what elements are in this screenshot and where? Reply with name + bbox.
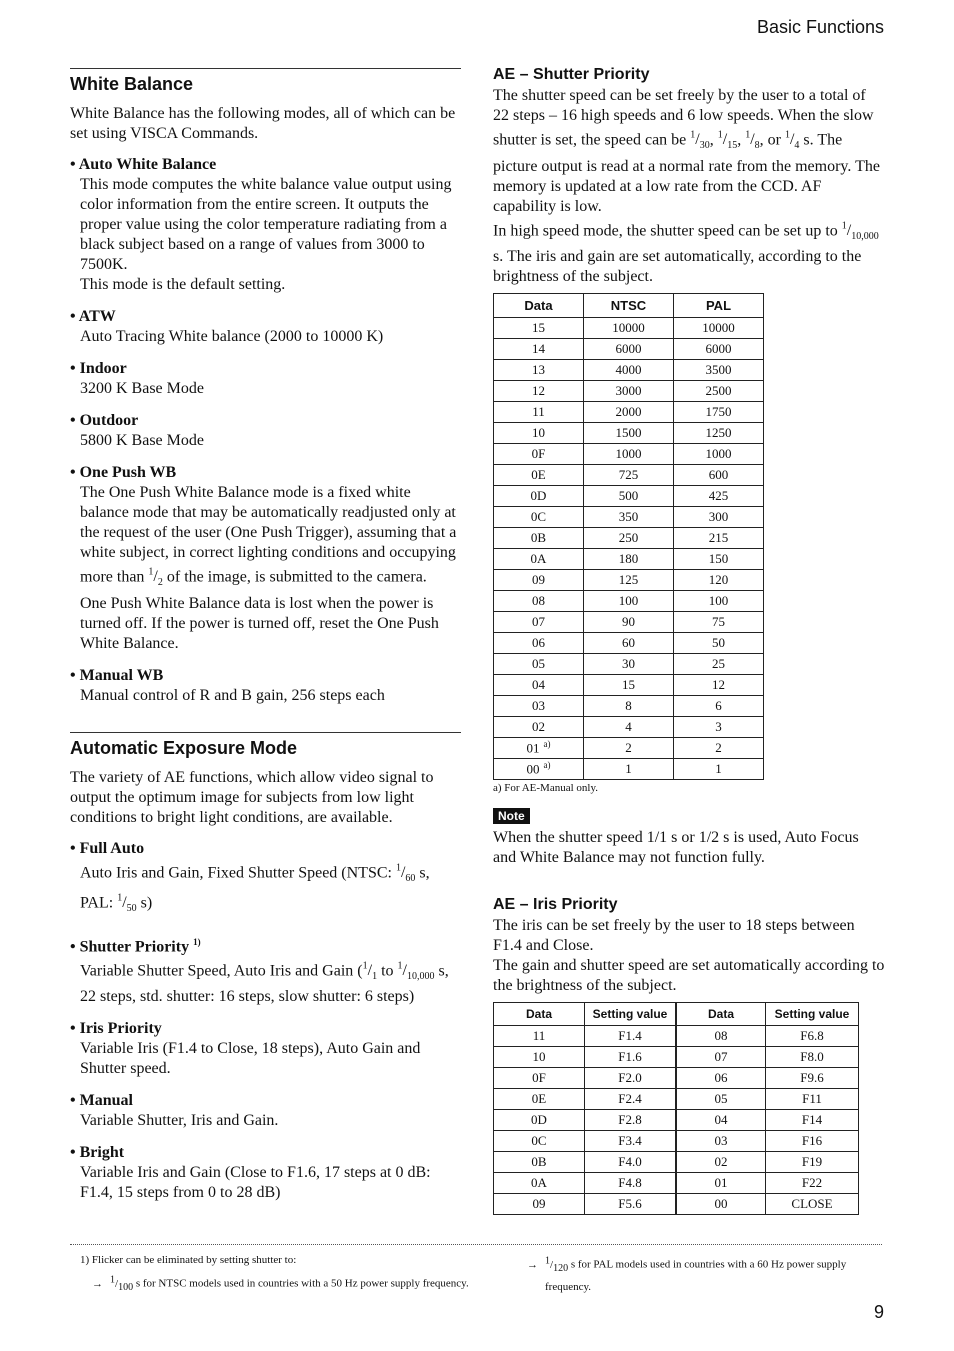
ae-item-body: Variable Iris and Gain (Close to F1.6, 17 steps at 0 dB: F1.4, 15 steps from 0 to 28 dB) <box>80 1164 431 1202</box>
footnote-divider <box>70 1244 882 1245</box>
ae-item-bright <box>70 1143 461 1203</box>
table-cell: 75 <box>674 612 764 633</box>
ae-iris-para1: The iris can be set freely by the user to 18 steps between F1.4 and Close. <box>493 917 855 955</box>
arrow-right-icon: → <box>92 1277 103 1290</box>
ae-item-title: • Shutter Priority $^{1)}$ <box>70 936 201 955</box>
wb-item-title: • ATW <box>70 308 116 325</box>
table-footnote: a) For AE-Manual only. <box>493 782 598 795</box>
table-cell: 600 <box>674 465 764 486</box>
table-row <box>494 444 764 465</box>
table-cell: 1000 <box>584 444 674 465</box>
table-row <box>494 1026 859 1047</box>
table-cell: 250 <box>584 528 674 549</box>
table-header-cell: Data <box>494 294 584 318</box>
table-cell: 2 <box>674 738 764 759</box>
ae-iris-heading: AE – Iris Priority <box>493 896 618 914</box>
table-cell: 4000 <box>584 360 674 381</box>
table-cell: 12 <box>494 381 584 402</box>
table-cell: 0B <box>494 1152 585 1173</box>
table-cell: 2500 <box>674 381 764 402</box>
table-cell: 04 <box>494 675 584 696</box>
table-row <box>494 549 764 570</box>
table-cell: F16 <box>766 1131 859 1152</box>
table-cell: 03 <box>676 1131 766 1152</box>
footnote-ntsc: → $^1/_{100}$ s for NTSC models used in countries with a 50 Hz power supply frequency. <box>92 1274 469 1293</box>
table-cell: 11 <box>494 1026 585 1047</box>
ae-shutter-para1: The shutter speed can be set freely by the user to a total of 22 steps – 16 high speeds and 6 low speeds. When the slow shutter is set, the speed can be $^1/_{30}$, $^1/_{15}$, $^1/_8$, or $^1/_4$ s. The picture output is read at a normal rate from the memory. The memory is updated at a low rate from the CCD. AF capability is low. <box>493 87 880 215</box>
table-cell: 0C <box>494 1131 585 1152</box>
table-header-cell: Data <box>676 1003 766 1026</box>
table-cell: 12 <box>674 675 764 696</box>
table-cell: 08 <box>676 1026 766 1047</box>
table-cell: 350 <box>584 507 674 528</box>
table-header-row <box>494 294 764 318</box>
ae-item-body: Variable Iris (F1.4 to Close, 18 steps), Auto Gain and Shutter speed. <box>80 1040 421 1078</box>
section-rule <box>70 68 461 69</box>
table-cell: 0E <box>494 465 584 486</box>
table-row <box>494 738 764 759</box>
table-cell: F9.6 <box>766 1068 859 1089</box>
section-rule <box>70 732 461 733</box>
table-cell: 725 <box>584 465 674 486</box>
wb-item-body-extra: One Push White Balance data is lost when the power is turned off. If the power is turned off, reset the One Push White Balance. <box>80 594 439 652</box>
table-cell: 90 <box>584 612 674 633</box>
table-cell: 425 <box>674 486 764 507</box>
table-cell: 180 <box>584 549 674 570</box>
ae-mode-heading: Automatic Exposure Mode <box>70 737 298 758</box>
table-row <box>494 1068 859 1089</box>
table-cell: 0B <box>494 528 584 549</box>
note-badge: Note <box>493 808 530 824</box>
table-cell: 05 <box>494 654 584 675</box>
fraction: $^1/_{60}$ <box>395 862 416 885</box>
fraction: $^1/_{10,000}$ <box>397 960 435 983</box>
arrow-right-icon: → <box>527 1258 538 1271</box>
table-cell: F1.6 <box>585 1047 677 1068</box>
iris-table-body <box>494 1026 859 1215</box>
table-header-cell: Setting value <box>766 1003 859 1026</box>
table-cell: 1500 <box>584 423 674 444</box>
table-cell: F22 <box>766 1173 859 1194</box>
table-cell: CLOSE <box>766 1194 859 1215</box>
ae-item-full-auto <box>70 839 461 920</box>
table-cell: 8 <box>584 696 674 717</box>
shutter-speed-table <box>493 293 764 780</box>
table-row <box>494 528 764 549</box>
table-cell: 04 <box>676 1110 766 1131</box>
header-section-title: Basic Functions <box>756 17 884 37</box>
table-cell: 2 <box>584 738 674 759</box>
table-header-cell: PAL <box>674 294 764 318</box>
table-row <box>494 486 764 507</box>
text-fragment: The One Push White Balance mode is a fixed white balance mode that may be automatically readjusted only at the request of the user (One Push Trigger), assuming that a white subject, in correct lighting conditions and occupying more than <box>80 484 457 586</box>
ae-mode-intro: The variety of AE functions, which allow video signal to output the optimum image for subjects from low light conditions to bright light conditions, are available. <box>70 768 434 826</box>
table-cell: F2.8 <box>585 1110 677 1131</box>
wb-item-body: 5800 K Base Mode <box>80 432 204 449</box>
table-row <box>494 1152 859 1173</box>
table-cell: 0E <box>494 1089 585 1110</box>
table-cell: 07 <box>494 612 584 633</box>
table-cell: 6000 <box>584 339 674 360</box>
table-row <box>494 1110 859 1131</box>
table-row <box>494 1194 859 1215</box>
fraction-half: $^1/_2$ <box>148 567 163 589</box>
wb-item-body: 3200 K Base Mode <box>80 380 204 397</box>
table-cell: F1.4 <box>585 1026 677 1047</box>
table-cell: 60 <box>584 633 674 654</box>
note-text: When the shutter speed 1/1 s or 1/2 s is used, Auto Focus and White Balance may not function fully. <box>493 829 859 867</box>
ae-item-title: • Bright <box>70 1144 125 1162</box>
table-row <box>494 633 764 654</box>
wb-item-outdoor <box>70 411 461 451</box>
ae-item-body: Variable Shutter, Iris and Gain. <box>80 1112 279 1130</box>
table-cell: 30 <box>584 654 674 675</box>
table-row <box>494 717 764 738</box>
table-row <box>494 591 764 612</box>
table-cell: 3 <box>674 717 764 738</box>
table-cell: 4 <box>584 717 674 738</box>
table-row <box>494 381 764 402</box>
wb-item-atw <box>70 307 461 347</box>
table-cell: 13 <box>494 360 584 381</box>
table-row <box>494 1047 859 1068</box>
table-header-cell: NTSC <box>584 294 674 318</box>
table-cell: 02 <box>494 717 584 738</box>
table-row <box>494 465 764 486</box>
footnote-ref: a) <box>543 760 551 771</box>
table-cell: 120 <box>674 570 764 591</box>
table-row <box>494 318 764 339</box>
table-row <box>494 612 764 633</box>
footnote-pal: → $^1/_{120}$ s for PAL models used in countries with a 60 Hz power supply frequency. <box>527 1255 847 1293</box>
table-cell: F8.0 <box>766 1047 859 1068</box>
iris-setting-table <box>493 1002 859 1215</box>
table-cell: 6 <box>674 696 764 717</box>
footnote-ref: 1) <box>193 936 201 947</box>
table-cell: 09 <box>494 570 584 591</box>
white-balance-intro: White Balance has the following modes, all of which can be set using VISCA Commands. <box>70 105 456 142</box>
table-cell: 1750 <box>674 402 764 423</box>
table-cell: 0F <box>494 444 584 465</box>
ae-item-title: • Full Auto <box>70 839 145 857</box>
right-column <box>493 64 885 1215</box>
table-cell: F2.4 <box>585 1089 677 1110</box>
table-cell: 05 <box>676 1089 766 1110</box>
table-row <box>494 1131 859 1152</box>
table-cell: 00 <box>676 1194 766 1215</box>
table-cell: 10 <box>494 423 584 444</box>
ae-item-iris-priority <box>70 1019 461 1079</box>
table-row <box>494 1173 859 1194</box>
shutter-table-body <box>494 318 764 780</box>
ae-item-manual <box>70 1091 461 1131</box>
table-cell: 1 <box>584 759 674 780</box>
footnotes-right <box>515 1251 885 1297</box>
table-cell: 15 <box>584 675 674 696</box>
ae-item-body: Variable Shutter Speed, Auto Iris and Gain ($^1/_1$ to $^1/_{10,000}$ s, 22 steps, std. shutter: 16 steps, slow shutter: 6 steps) <box>80 960 449 1006</box>
table-cell: 50 <box>674 633 764 654</box>
ae-item-body: Auto Iris and Gain, Fixed Shutter Speed (NTSC: $^1/_{60}$ s, PAL: $^1/_{50}$ s) <box>80 862 430 915</box>
left-column <box>70 68 461 1215</box>
table-row <box>494 402 764 423</box>
ae-item-title: • Manual <box>70 1092 133 1110</box>
table-cell: 300 <box>674 507 764 528</box>
table-cell: 215 <box>674 528 764 549</box>
ae-shutter-heading: AE – Shutter Priority <box>493 66 650 83</box>
footnote-intro: 1) Flicker can be eliminated by setting shutter to: <box>80 1254 297 1266</box>
table-row <box>494 423 764 444</box>
wb-item-manual <box>70 666 461 706</box>
table-cell: F4.0 <box>585 1152 677 1173</box>
wb-item-indoor <box>70 359 461 399</box>
table-row <box>494 696 764 717</box>
table-cell: F3.4 <box>585 1131 677 1152</box>
table-row <box>494 339 764 360</box>
table-cell: 10000 <box>674 318 764 339</box>
table-cell: F11 <box>766 1089 859 1110</box>
table-cell: 15 <box>494 318 584 339</box>
table-cell: F6.8 <box>766 1026 859 1047</box>
table-cell: 08 <box>494 591 584 612</box>
table-row <box>494 675 764 696</box>
table-cell: 100 <box>674 591 764 612</box>
wb-item-body: Manual control of R and B gain, 256 steps each <box>80 686 385 704</box>
table-cell: 07 <box>676 1047 766 1068</box>
table-cell: 3000 <box>584 381 674 402</box>
table-row <box>494 360 764 381</box>
table-header-cell: Setting value <box>585 1003 677 1026</box>
table-cell: 00 $^{a)}$ <box>494 759 584 780</box>
table-cell: 14 <box>494 339 584 360</box>
table-cell: F14 <box>766 1110 859 1131</box>
table-cell: F19 <box>766 1152 859 1173</box>
page-number: 9 <box>873 1302 884 1322</box>
wb-item-title: • One Push WB <box>70 464 177 481</box>
wb-item-body: This mode computes the white balance value output using color information from the entire screen. It outputs the proper value using the color temperature radiating from a black subject based on a range of values from 3000 to 7500K. <box>80 176 452 273</box>
table-cell: 0C <box>494 507 584 528</box>
table-cell: 0D <box>494 486 584 507</box>
table-cell: 10 <box>494 1047 585 1068</box>
white-balance-heading: White Balance <box>70 74 194 94</box>
wb-item-one-push <box>70 463 461 654</box>
wb-item-title: • Outdoor <box>70 412 139 429</box>
table-cell: 01 $^{a)}$ <box>494 738 584 759</box>
table-cell: 1 <box>674 759 764 780</box>
table-cell: 09 <box>494 1194 585 1215</box>
table-cell: F4.8 <box>585 1173 677 1194</box>
table-cell: 0A <box>494 549 584 570</box>
wb-item-auto <box>70 155 461 295</box>
table-cell: 1000 <box>674 444 764 465</box>
table-row <box>494 1089 859 1110</box>
table-cell: 10000 <box>584 318 674 339</box>
footnotes-left <box>80 1251 480 1297</box>
table-row <box>494 570 764 591</box>
wb-item-title: • Auto White Balance <box>70 156 217 173</box>
table-cell: 11 <box>494 402 584 423</box>
wb-item-title: • Indoor <box>70 360 127 377</box>
table-cell: 3500 <box>674 360 764 381</box>
table-header-cell: Data <box>494 1003 585 1026</box>
table-row <box>494 654 764 675</box>
ae-iris-para2: The gain and shutter speed are set automatically according to the brightness of the subject. <box>493 957 885 995</box>
table-cell: F5.6 <box>585 1194 677 1215</box>
table-row <box>494 759 764 780</box>
table-row <box>494 507 764 528</box>
table-cell: 6000 <box>674 339 764 360</box>
table-cell: 100 <box>584 591 674 612</box>
table-cell: 06 <box>676 1068 766 1089</box>
wb-item-body <box>70 483 461 594</box>
wb-item-body-extra: This mode is the default setting. <box>80 276 286 293</box>
fraction: $^1/_1$ <box>362 960 378 983</box>
ae-shutter-para2: In high speed mode, the shutter speed can be set up to $^1/_{10,000}$ s. The iris and gain are set automatically, according to the brightness of the subject. <box>493 220 879 286</box>
ae-item-title: • Iris Priority <box>70 1020 162 1038</box>
footnote-ref: a) <box>543 739 551 750</box>
wb-item-title: • Manual WB <box>70 666 164 684</box>
table-cell: 0D <box>494 1110 585 1131</box>
table-cell: 1250 <box>674 423 764 444</box>
table-cell: 500 <box>584 486 674 507</box>
table-cell: F2.0 <box>585 1068 677 1089</box>
table-cell: 0F <box>494 1068 585 1089</box>
ae-item-shutter-priority <box>70 932 461 1008</box>
table-cell: 06 <box>494 633 584 654</box>
fraction: $^1/_{50}$ <box>117 893 137 915</box>
text-fragment: of the image, is submitted to the camera. <box>162 568 427 586</box>
table-cell: 02 <box>676 1152 766 1173</box>
wb-item-body: Auto Tracing White balance (2000 to 10000 K) <box>80 328 384 345</box>
table-cell: 0A <box>494 1173 585 1194</box>
table-cell: 125 <box>584 570 674 591</box>
table-cell: 2000 <box>584 402 674 423</box>
table-cell: 01 <box>676 1173 766 1194</box>
table-cell: 03 <box>494 696 584 717</box>
table-cell: 150 <box>674 549 764 570</box>
table-header-row <box>494 1003 859 1026</box>
table-cell: 25 <box>674 654 764 675</box>
